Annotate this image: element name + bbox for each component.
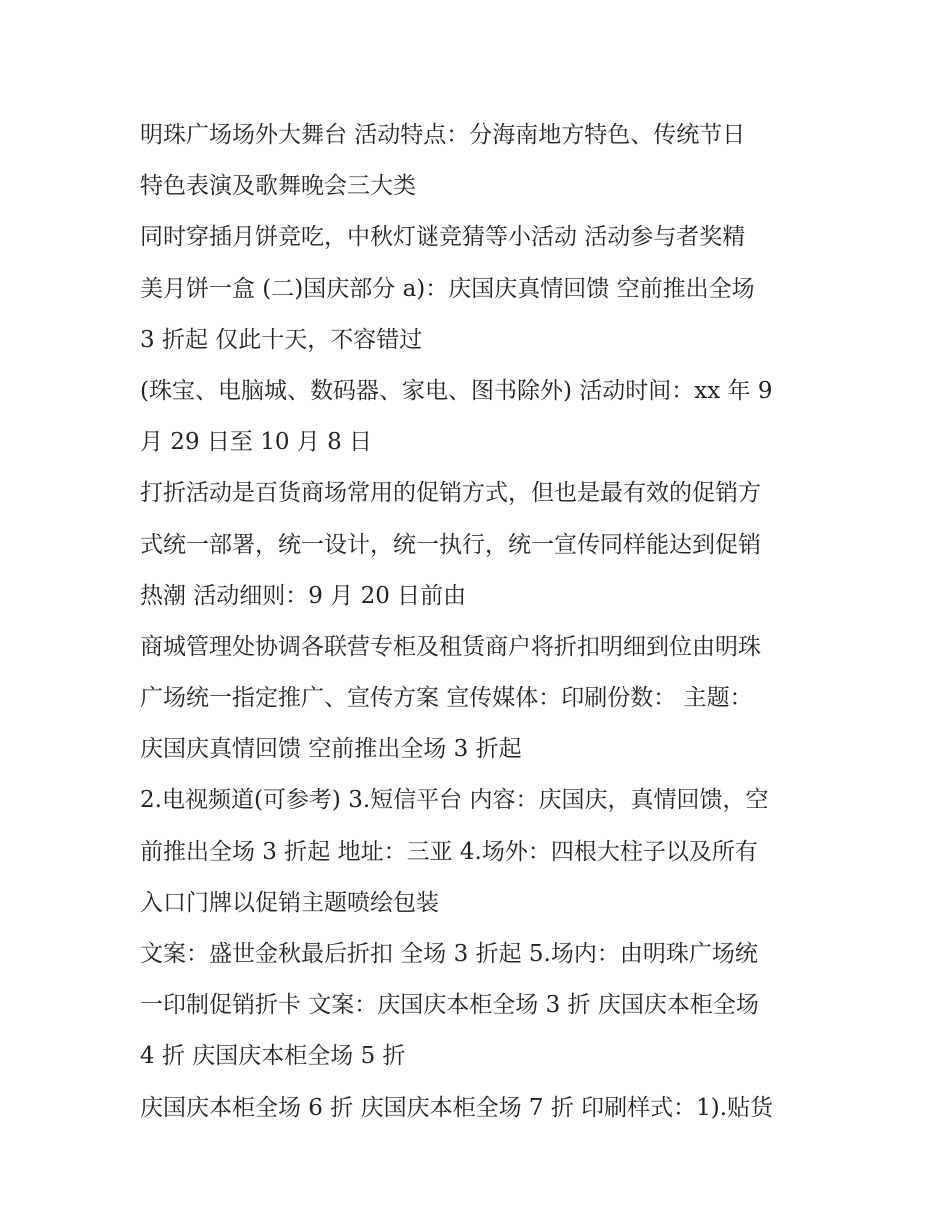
text-line: 一印制促销折卡 文案：庆国庆本柜全场 3 折 庆国庆本柜全场 xyxy=(140,992,759,1019)
text-line: 3 折起 仅此十天，不容错过 xyxy=(140,326,423,353)
text-line: 月 29 日至 10 月 8 日 xyxy=(140,429,373,456)
text-line: 2.电视频道(可参考) 3.短信平台 内容：庆国庆，真情回馈，空 xyxy=(140,787,769,814)
text-line: 商城管理处协调各联营专柜及租赁商户将折扣明细到位由明珠 xyxy=(140,633,761,660)
text-line: 4 折 庆国庆本柜全场 5 折 xyxy=(140,1043,406,1070)
text-line: 热潮 活动细则：9 月 20 日前由 xyxy=(140,582,467,609)
text-line: (珠宝、电脑城、数码器、家电、图书除外) 活动时间：xx 年 9 xyxy=(140,377,773,404)
text-line: 同时穿插月饼竞吃，中秋灯谜竞猜等小活动 活动参与者奖精 xyxy=(140,224,746,251)
text-line: 式统一部署，统一设计，统一执行，统一宣传同样能达到促销 xyxy=(140,531,761,558)
text-line: 广场统一指定推广、宣传方案 宣传媒体：印刷份数： 主题： xyxy=(140,685,753,712)
text-line: 文案：盛世金秋最后折扣 全场 3 折起 5.场内：由明珠广场统 xyxy=(140,941,758,967)
text-line: 庆国庆真情回馈 空前推出全场 3 折起 xyxy=(140,736,522,763)
text-line: 特色表演及歌舞晚会三大类 xyxy=(140,173,416,200)
text-line: 美月饼一盒 (二)国庆部分 a)：庆国庆真情回馈 空前推出全场 xyxy=(140,275,755,302)
text-line: 打折活动是百货商场常用的促销方式，但也是最有效的促销方 xyxy=(140,480,761,507)
text-line: 入口门牌以促销主题喷绘包装 xyxy=(140,889,439,916)
document-body xyxy=(140,110,830,1134)
text-line: 庆国庆本柜全场 6 折 庆国庆本柜全场 7 折 印刷样式：1).贴货 xyxy=(140,1094,774,1121)
text-line: 前推出全场 3 折起 地址：三亚 4.场外：四根大柱子以及所有 xyxy=(140,838,758,865)
text-line: 明珠广场场外大舞台 活动特点：分海南地方特色、传统节日 xyxy=(140,122,746,148)
